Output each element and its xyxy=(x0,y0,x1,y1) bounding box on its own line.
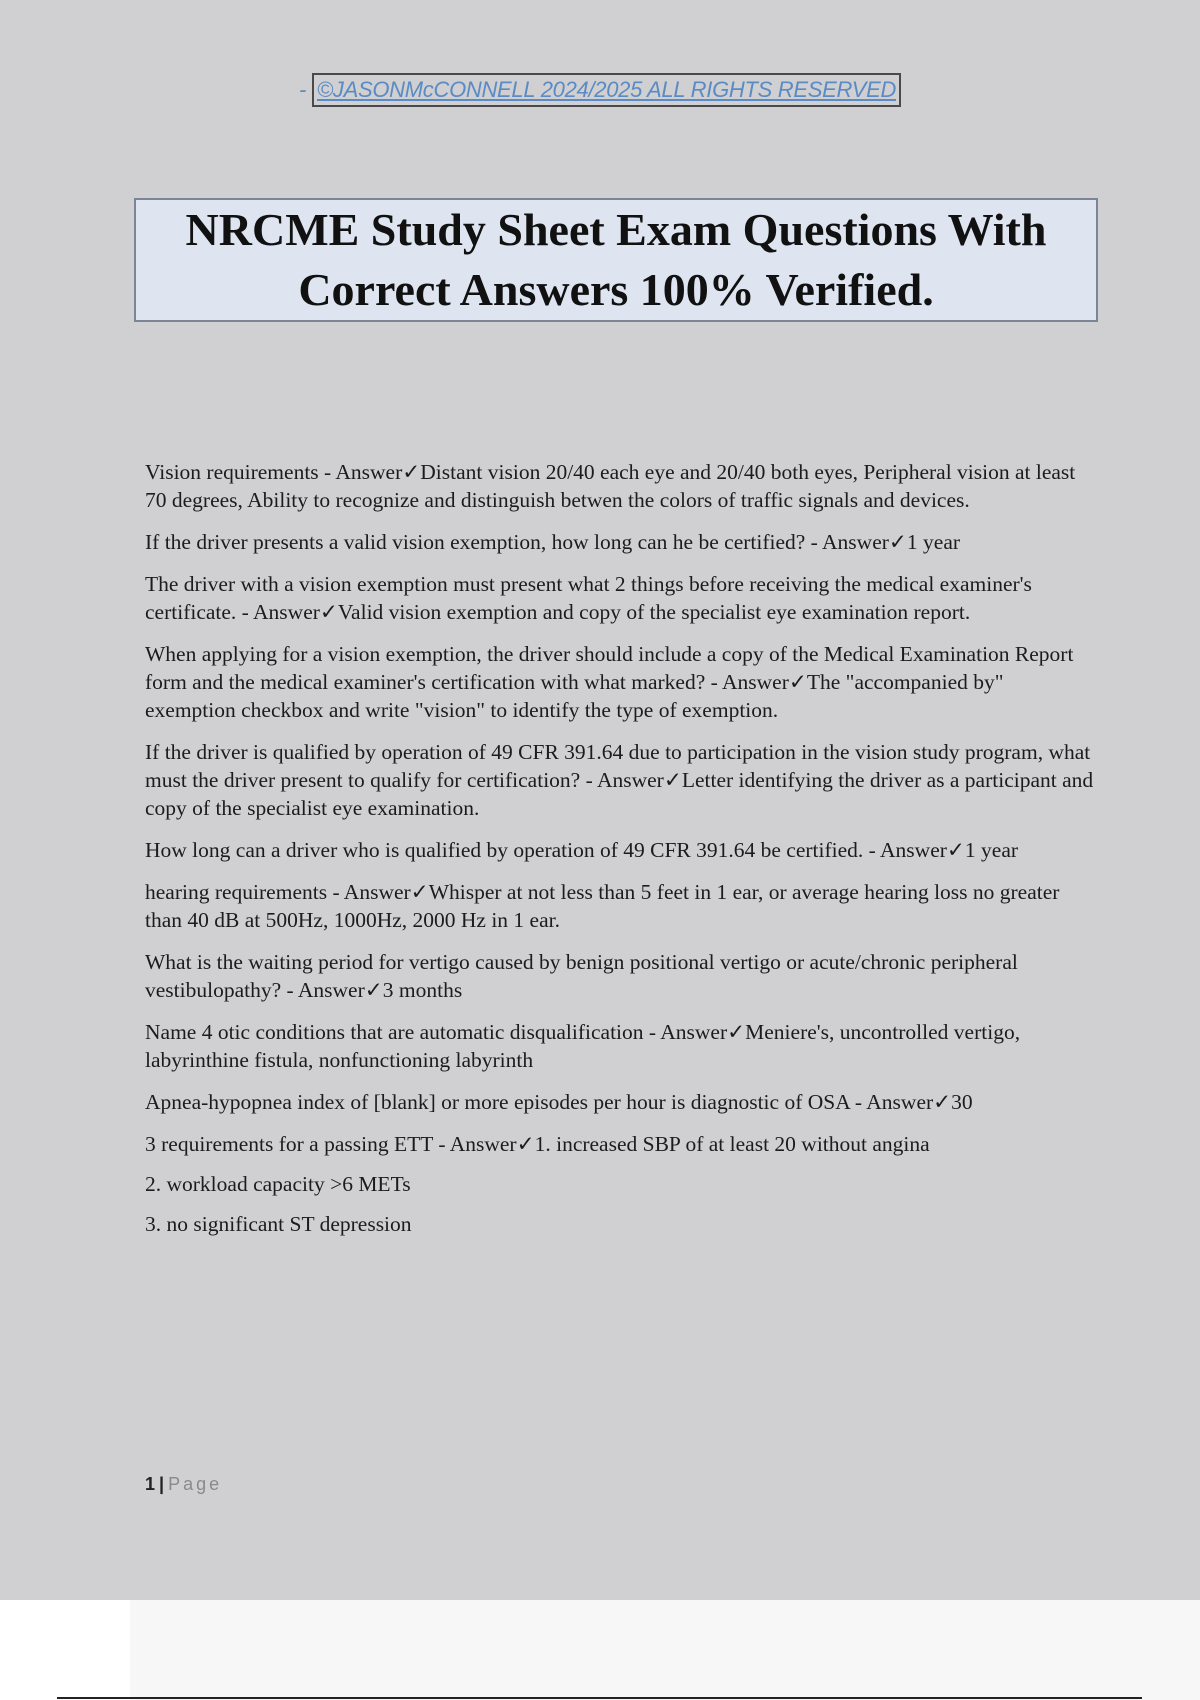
qa-item: How long can a driver who is qualified by operation of 49 CFR 391.64 be certified. - Answer✓1 year xyxy=(145,838,1019,862)
document-title-line-2: Correct Answers 100% Verified. xyxy=(298,264,934,315)
qa-item: Name 4 otic conditions that are automatic disqualification - Answer✓Meniere's, uncontrolled vertigo, labyrinthine fistula, nonfunctioning labyrinth xyxy=(145,1020,1021,1072)
qa-item: Apnea-hypopnea index of [blank] or more episodes per hour is diagnostic of OSA - Answer✓30 xyxy=(145,1090,973,1114)
copyright-header xyxy=(0,73,1200,107)
qa-item: If the driver is qualified by operation of 49 CFR 391.64 due to participation in the vision study program, what must the driver present to qualify for certification? - Answer✓Letter identifying the driver as a participant and copy of the specialist eye examination. xyxy=(145,740,1094,820)
page-number: 1 xyxy=(145,1474,156,1494)
page-label: Page xyxy=(168,1474,223,1494)
qa-item: 3 requirements for a passing ETT - Answer✓1. increased SBP of at least 20 without angina xyxy=(145,1132,930,1156)
qa-item: Vision requirements - Answer✓Distant vision 20/40 each eye and 20/40 both eyes, Peripheral vision at least 70 degrees, Ability to recognize and distinguish betwen the colors of traffic signals and devices. xyxy=(145,460,1076,512)
page-footer xyxy=(145,1474,222,1495)
copyright-dot: - xyxy=(298,77,306,102)
qa-item: If the driver presents a valid vision exemption, how long can he be certified? - Answer✓1 year xyxy=(145,530,961,554)
page-separator: | xyxy=(159,1474,165,1494)
qa-item: 3. no significant ST depression xyxy=(145,1212,412,1236)
title-box xyxy=(134,198,1098,322)
page-divider xyxy=(57,1697,1142,1699)
study-sheet-content xyxy=(145,458,1095,1250)
qa-item: When applying for a vision exemption, the driver should include a copy of the Medical Examination Report form and the medical examiner's certification with what marked? - Answer✓The "accompanied by" exemption checkbox and write "vision" to identify the type of exemption. xyxy=(145,642,1074,722)
qa-item: The driver with a vision exemption must present what 2 things before receiving the medical examiner's certificate. - Answer✓Valid vision exemption and copy of the specialist eye examination report. xyxy=(145,572,1032,624)
qa-item: hearing requirements - Answer✓Whisper at not less than 5 feet in 1 ear, or average hearing loss no greater than 40 dB at 500Hz, 1000Hz, 2000 Hz in 1 ear. xyxy=(145,880,1060,932)
qa-item: 2. workload capacity >6 METs xyxy=(145,1172,411,1196)
next-page-preview xyxy=(130,1600,1200,1700)
document-title-line-1: NRCME Study Sheet Exam Questions With xyxy=(185,204,1047,255)
qa-item: What is the waiting period for vertigo caused by benign positional vertigo or acute/chronic peripheral vestibulopathy? - Answer✓3 months xyxy=(145,950,1018,1002)
copyright-text: ©JASONMcCONNELL 2024/2025 ALL RIGHTS RESERVED xyxy=(312,73,901,107)
